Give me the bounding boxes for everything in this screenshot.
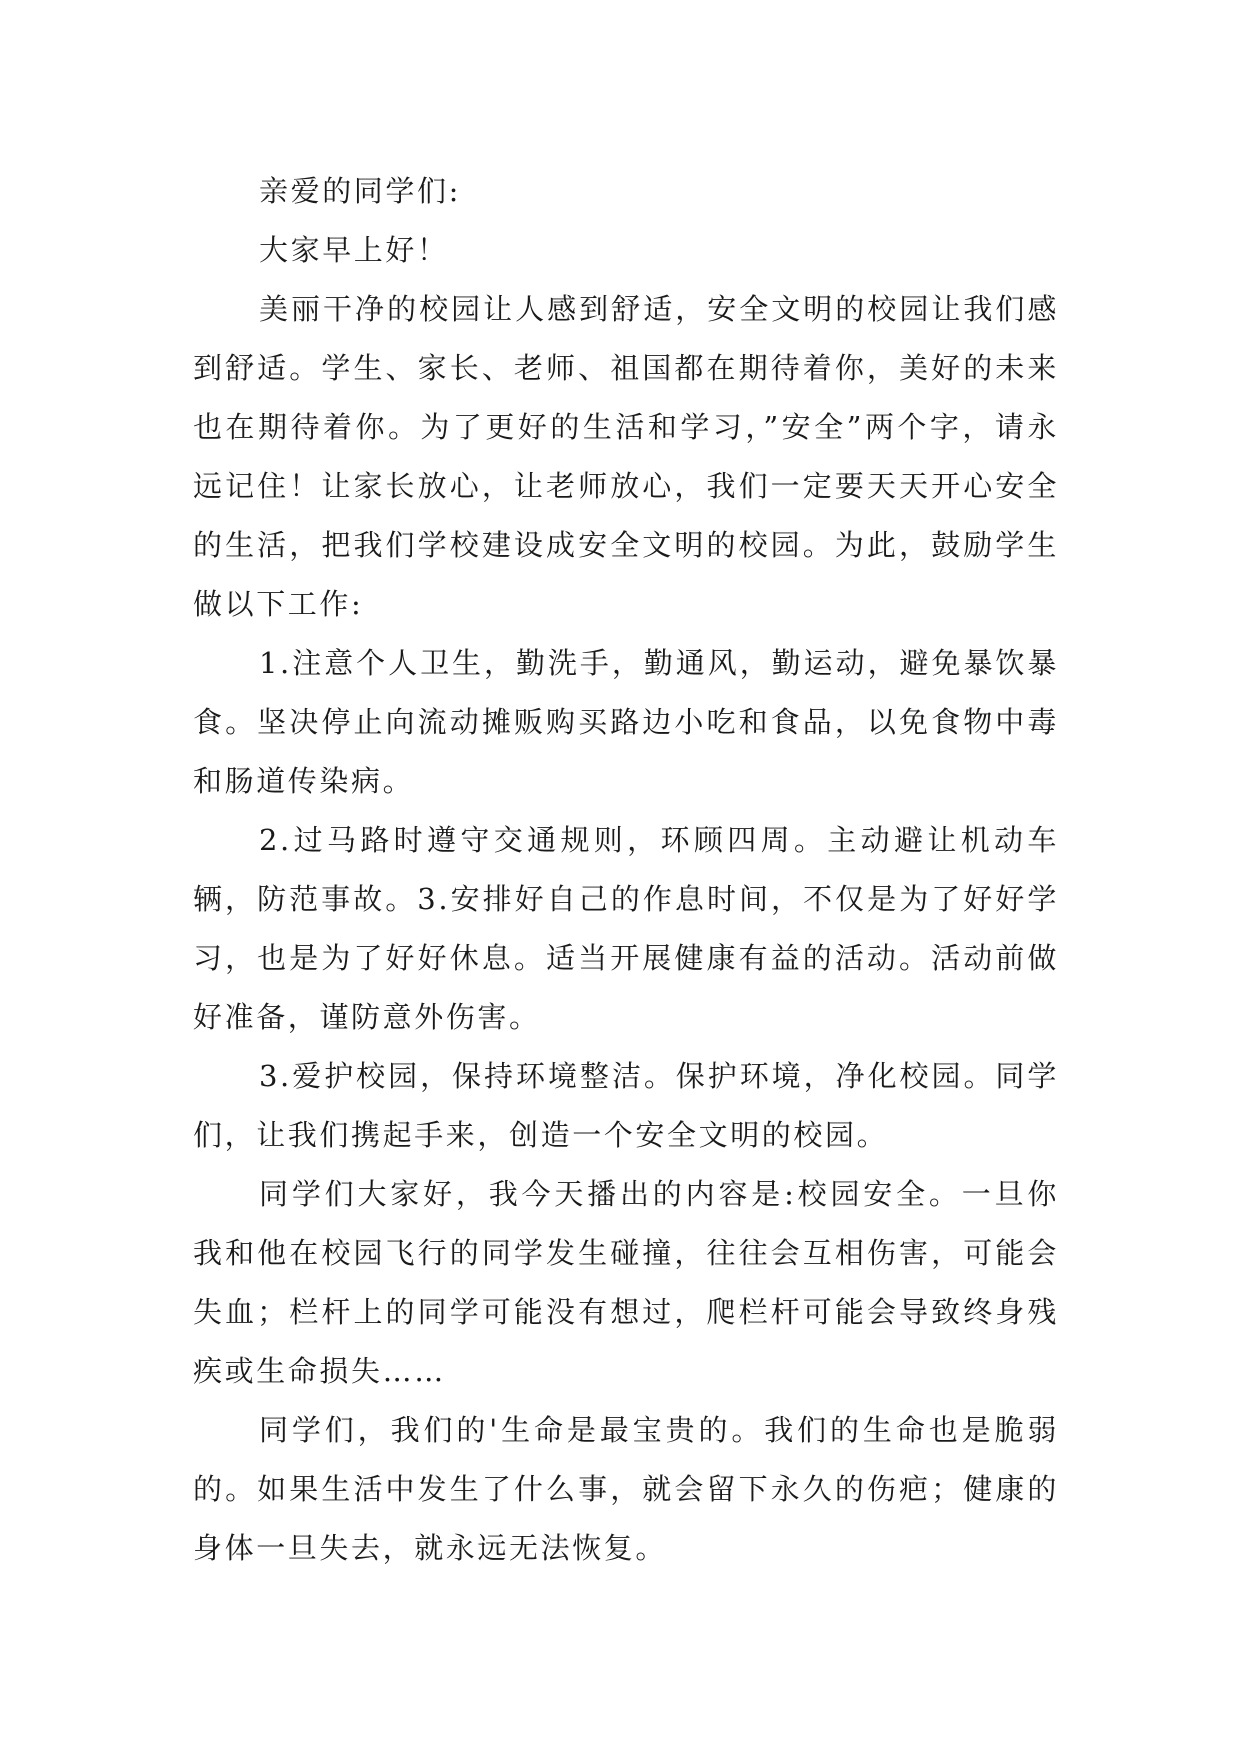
- paragraph-item-1: 1.注意个人卫生，勤洗手，勤通风，勤运动，避免暴饮暴食。坚决停止向流动摊贩购买路边小吃和食品，以免食物中毒和肠道传染病。: [193, 646, 1059, 798]
- paragraph-item-3: 3.爱护校园，保持环境整洁。保护环境，净化校园。同学们，让我们携起手来，创造一个安全文明的校园。: [193, 1059, 1059, 1152]
- document-body: [193, 162, 1059, 1578]
- paragraph-closing: 同学们，我们的'生命是最宝贵的。我们的生命也是脆弱的。如果生活中发生了什么事，就会留下永久的伤疤；健康的身体一旦失去，就永远无法恢复。: [193, 1413, 1059, 1565]
- paragraph-item-2: 2.过马路时遵守交通规则，环顾四周。主动避让机动车辆，防范事故。3.安排好自己的作息时间，不仅是为了好好学习，也是为了好好休息。适当开展健康有益的活动。活动前做好准备，谨防意外伤害。: [193, 823, 1059, 1034]
- paragraph-broadcast: 同学们大家好，我今天播出的内容是:校园安全。一旦你我和他在校园飞行的同学发生碰撞，往往会互相伤害，可能会失血；栏杆上的同学可能没有想过，爬栏杆可能会导致终身残疾或生命损失……: [193, 1177, 1059, 1388]
- greeting: 大家早上好！: [259, 233, 449, 267]
- salutation: 亲爱的同学们:: [259, 174, 461, 208]
- paragraph-intro: 美丽干净的校园让人感到舒适，安全文明的校园让我们感到舒适。学生、家长、老师、祖国都在期待着你，美好的未来也在期待着你。为了更好的生活和学习，”安全”两个字，请永远记住！让家长放心，让老师放心，我们一定要天天开心安全的生活，把我们学校建设成安全文明的校园。为此，鼓励学生做以下工作:: [193, 292, 1059, 621]
